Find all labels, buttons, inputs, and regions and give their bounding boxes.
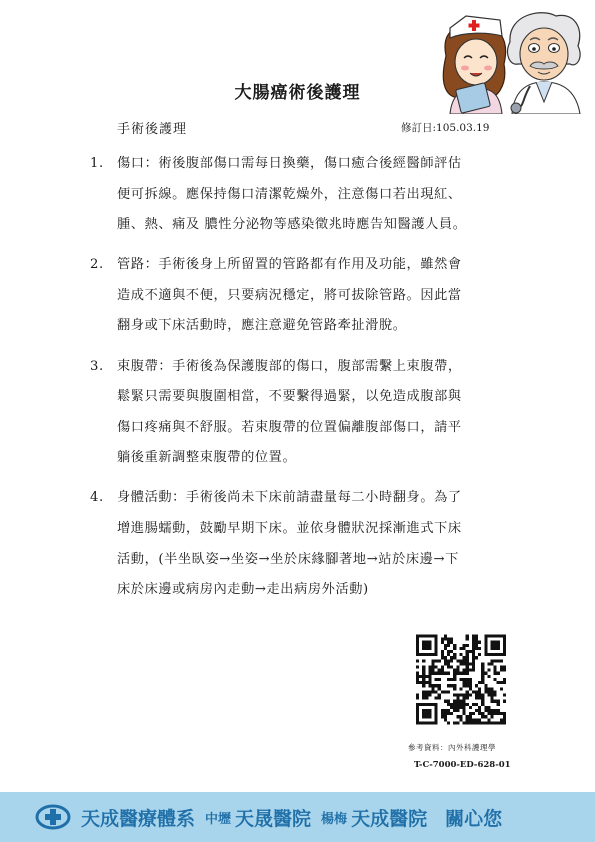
- list-item-tubes: [90, 250, 530, 342]
- form-code: T-C-7000-ED-628-01: [414, 760, 511, 770]
- item-text-line: 傷口：術後腹部傷口需每日換藥，傷口癒合後經醫師評估: [117, 156, 462, 171]
- section-subtitle: 手術後護理: [117, 122, 188, 137]
- footer-banner: [0, 792, 595, 842]
- location-label: 中壢: [205, 811, 232, 827]
- hospital-name: 天晟醫院: [235, 807, 312, 830]
- item-text-line: 增進腸蠕動，鼓勵早期下床。並依身體狀況採漸進式下床: [117, 521, 462, 537]
- item-number: 2.: [90, 257, 104, 273]
- item-text-line: 床於床邊或病房內走動→走出病房外活動): [117, 582, 369, 598]
- list-item-abdominal-binder: [90, 352, 530, 474]
- list-item-wound: [90, 149, 530, 241]
- hospital-logo-icon: [35, 804, 71, 830]
- reference-note: 參考資料：內外科護理學: [408, 743, 496, 752]
- item-text-line: 身體活動：手術後尚未下床前請盡量每二小時翻身。為了: [117, 490, 462, 506]
- item-number: 4.: [90, 490, 104, 506]
- qr-code[interactable]: [416, 632, 506, 727]
- item-text-line: 束腹帶：手術後為保護腹部的傷口，腹部需繫上束腹帶，: [117, 358, 462, 374]
- hospital-name: 天成醫院: [351, 807, 428, 830]
- item-text-line: 傷口疼痛與不舒服。若束腹帶的位置偏離腹部傷口，請平: [117, 419, 462, 435]
- item-text-line: 躺後重新調整束腹帶的位置。: [117, 450, 297, 466]
- care-instructions-list: [90, 149, 530, 615]
- item-text-line: 造成不適與不便，只要病況穩定，將可拔除管路。因此當: [117, 287, 462, 303]
- item-number: 1.: [90, 156, 104, 171]
- item-number: 3.: [90, 358, 104, 374]
- healthcare-system-name: 天成醫療體系: [81, 807, 196, 830]
- revision-date: 修訂日:105.03.19: [401, 122, 490, 134]
- item-text-line: 活動，(半坐臥姿→坐姿→坐於床緣腳著地→站於床邊→下: [117, 551, 459, 567]
- list-item-physical-activity: [90, 483, 530, 605]
- location-label: 楊梅: [321, 811, 348, 827]
- item-text-line: 鬆緊只需要與腹圍相當，不要繫得過緊，以免造成腹部與: [117, 389, 462, 405]
- item-text-line: 管路：手術後身上所留置的管路都有作用及功能，雖然會: [117, 257, 462, 273]
- care-slogan: 關心您: [445, 807, 503, 830]
- document-title: 大腸癌術後護理: [234, 83, 361, 103]
- item-text-line: 翻身或下床活動時，應注意避免管路牽扯滑脫。: [117, 318, 407, 334]
- item-text-line: 腫、熱、痛及 膿性分泌物等感染徵兆時應告知醫護人員。: [117, 217, 467, 233]
- item-text-line: 便可拆線。應保持傷口清潔乾燥外，注意傷口若出現紅、: [117, 186, 462, 202]
